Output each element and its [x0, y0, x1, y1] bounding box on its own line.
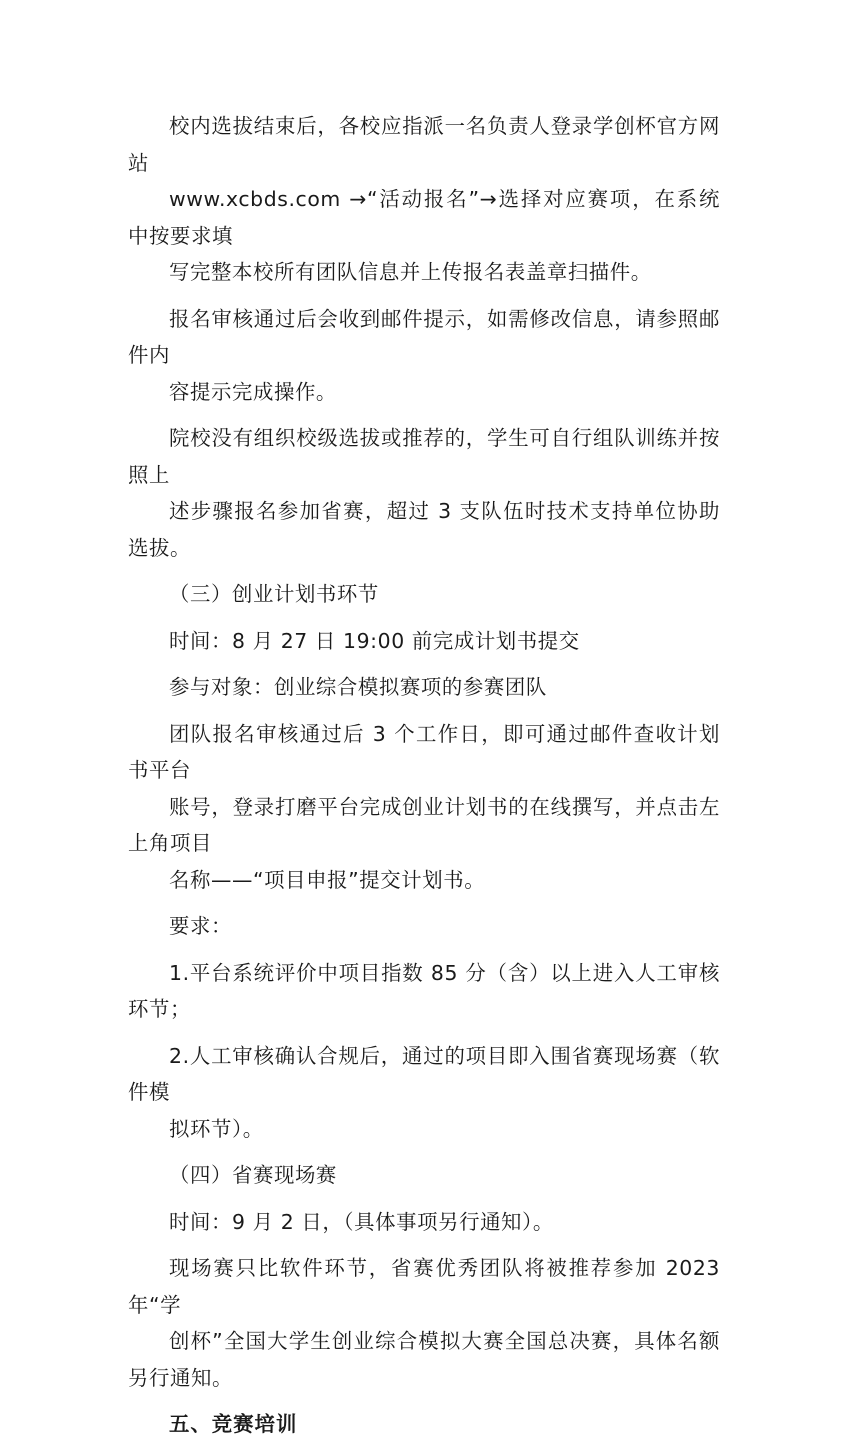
- text-line: （四）省赛现场赛: [169, 1163, 337, 1187]
- section-heading-onsite-contest: [128, 1157, 720, 1194]
- section-heading-business-plan: [128, 576, 720, 613]
- text-line: 时间：8 月 27 日 19:00 前完成计划书提交: [169, 628, 580, 653]
- document-body: [128, 108, 720, 1443]
- paragraph-participants: [128, 669, 720, 706]
- section-heading-training: [128, 1406, 720, 1443]
- text-line: （三）创业计划书环节: [169, 582, 379, 606]
- paragraph-review-email: [128, 301, 720, 411]
- paragraph-requirements-label: [128, 908, 720, 945]
- text-line: 现场赛只比软件环节，省赛优秀团队将被推荐参加 2023 年“学: [128, 1256, 720, 1317]
- text-line: 写完整本校所有团队信息并上传报名表盖章扫描件。: [169, 260, 652, 284]
- text-line: www.xcbds.com →“活动报名”→选择对应赛项，在系统中按要求填: [128, 187, 720, 248]
- text-line: 参与对象：创业综合模拟赛项的参赛团队: [169, 675, 547, 699]
- text-line: 拟环节）。: [169, 1116, 264, 1141]
- text-line: 容提示完成操作。: [169, 379, 337, 404]
- requirement-item-2: [128, 1038, 720, 1148]
- paragraph-onsite-details: [128, 1250, 720, 1396]
- paragraph-self-organized: [128, 420, 720, 566]
- text-line: 名称——“项目申报”提交计划书。: [169, 867, 486, 892]
- text-line: 创杯”全国大学生创业综合模拟大赛全国总决赛，具体名额另行通知。: [128, 1329, 720, 1390]
- paragraph-onsite-time: [128, 1204, 720, 1241]
- text-line: 1.平台系统评价中项目指数 85 分（含）以上进入人工审核环节；: [128, 960, 720, 1021]
- paragraph-school-registration: [128, 108, 720, 291]
- text-line: 校内选拔结束后，各校应指派一名负责人登录学创杯官方网站: [128, 114, 720, 175]
- text-line: 2.人工审核确认合规后，通过的项目即入围省赛现场赛（软件模: [128, 1043, 720, 1104]
- text-line: 团队报名审核通过后 3 个工作日，即可通过邮件查收计划书平台: [128, 721, 720, 782]
- paragraph-plan-submission: [128, 716, 720, 899]
- text-line: 账号，登录打磨平台完成创业计划书的在线撰写，并点击左上角项目: [128, 794, 720, 855]
- text-line: 要求：: [169, 914, 232, 938]
- requirement-item-1: [128, 955, 720, 1028]
- text-line: 院校没有组织校级选拔或推荐的，学生可自行组队训练并按照上: [128, 426, 720, 487]
- text-line: 述步骤报名参加省赛，超过 3 支队伍时技术支持单位协助选拔。: [128, 499, 720, 560]
- text-line: 时间：9 月 2 日，（具体事项另行通知）。: [169, 1209, 554, 1234]
- text-line: 五、竞赛培训: [169, 1412, 298, 1436]
- paragraph-plan-time: [128, 623, 720, 660]
- text-line: 报名审核通过后会收到邮件提示，如需修改信息，请参照邮件内: [128, 306, 720, 367]
